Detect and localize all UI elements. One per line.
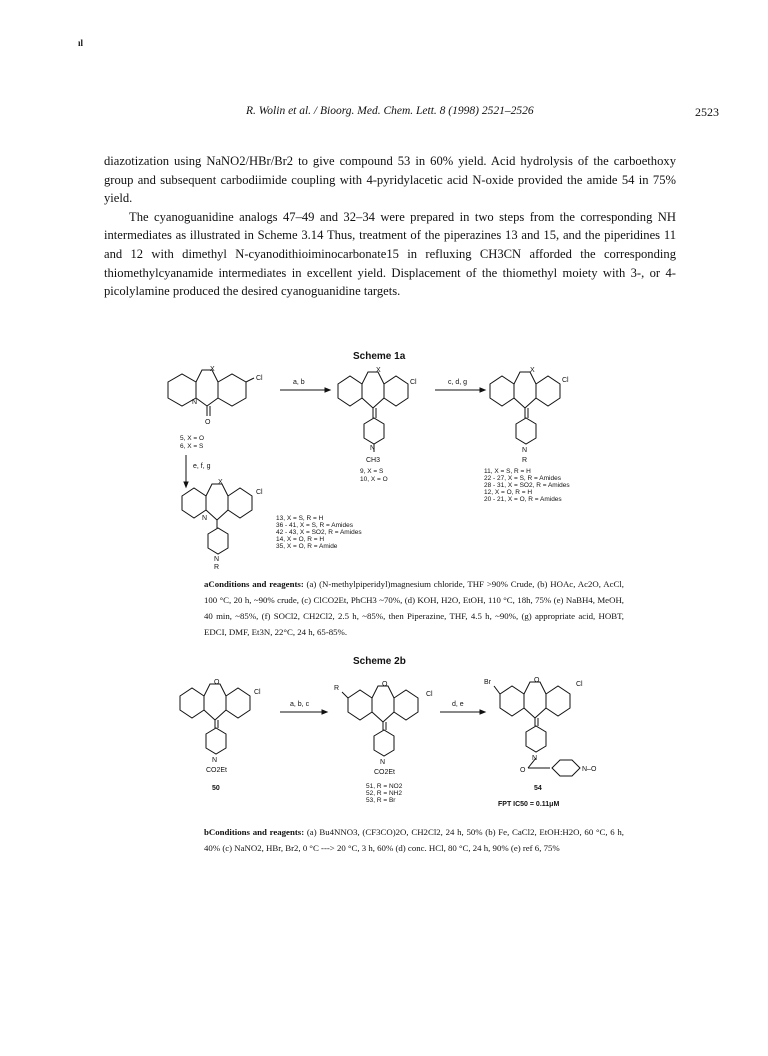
compound-13-structure [182, 484, 252, 554]
cmpd-50-label: 50 [212, 785, 220, 792]
svg-text:R: R [334, 685, 340, 692]
cmpd-51-label: 51, R = NO2 [366, 783, 403, 790]
compound-11-structure [490, 372, 560, 444]
svg-text:R: R [214, 564, 220, 570]
svg-text:X: X [376, 367, 381, 374]
svg-text:X: X [218, 479, 223, 486]
svg-text:N: N [522, 447, 528, 454]
svg-text:O: O [520, 767, 526, 774]
svg-text:Cl: Cl [254, 689, 261, 696]
scheme-2-arrow-2-label: d, e [452, 701, 464, 708]
cmpd-20-21-label: 20 - 21, X = O, R = Amides [484, 496, 562, 503]
cmpd-9-label: 9, X = S [360, 468, 384, 475]
cmpd-36-41-label: 36 - 41, X = S, R = Amides [276, 522, 353, 529]
scheme-2-diagram [150, 668, 620, 808]
svg-text:X: X [210, 366, 215, 373]
cmpd-11-label: 11, X = S, R = H [484, 468, 531, 475]
cmpd-5-label: 5, X = O [180, 435, 205, 442]
svg-text:N: N [212, 757, 218, 764]
scheme-1-footnote-text: (a) (N-methylpiperidyl)magnesium chloride, THF >90% Crude, (b) HOAc, Ac2O, AcCl, 100 °C, 20 h, ~90% crude, (c) ClCO2Et, PhCH3 ~70%, (d) KOH, H2O, EtOH, 110 °C, 18h, 75% (e) NaBH4, MeOH, 40 min, ~85%, (f) SOCl2, CH2Cl2, 2.5 h, ~85%, then Piperazine, THF, 4.5 h, ~90%, (g) appropriate acid, HOBT, EDCI, DMF, Et3N, 22°C, 24 h, 65-85%. [204, 579, 624, 637]
scheme-2-title: Scheme 2b [353, 656, 406, 667]
svg-text:N: N [370, 445, 376, 452]
svg-text:O: O [205, 419, 211, 426]
cmpd-35-label: 35, X = O, R = Amide [276, 543, 338, 550]
compound-50-structure [180, 684, 250, 754]
svg-text:Cl: Cl [256, 375, 263, 382]
cmpd-52-label: 52, R = NH2 [366, 790, 402, 797]
cmpd-28-31-label: 28 - 31, X = SO2, R = Amides [484, 482, 570, 489]
svg-text:X: X [530, 367, 535, 374]
paragraph-2: The cyanoguanidine analogs 47–49 and 32–34 were prepared in two steps from the corresponding NH intermediates as illustrated in Scheme 3.14 Thus, treatment of the piperazines 13 and 15, and the piperidines 11 and 12 with dimethyl N-cyanodithioiminocarbonate15 in refluxing CH3CN afforded the corresponding thiomethylcyanamide intermediates in excellent yield. Displacement of the thiomethyl moiety with 3-, or 4-picolylamine produced the desired cyanoguanidine targets. [104, 209, 676, 299]
svg-text:R: R [522, 457, 528, 464]
svg-text:O: O [534, 677, 540, 684]
svg-text:N: N [380, 759, 386, 766]
svg-text:N: N [202, 515, 208, 522]
scheme-1-footnote [204, 576, 624, 640]
scheme-2-footnote [204, 824, 624, 856]
cmpd-54-label: 54 [534, 785, 542, 792]
svg-text:O: O [214, 679, 220, 686]
cmpd-10-label: 10, X = O [360, 476, 388, 483]
scheme-1-arrow-3-label: e, f, g [193, 463, 211, 470]
svg-text:Cl: Cl [576, 681, 583, 688]
scheme-2-footnote-text: (a) Bu4NNO3, (CF3CO)2O, CH2Cl2, 24 h, 50% (b) Fe, CaCl2, EtOH:H2O, 60 °C, 6 h, 40% (c) NaNO2, HBr, Br2, 0 °C ---> 20 °C, 3 h, 60% (d) conc. HCl, 80 °C, 24 h, 90% (e) ref 6, 75% [204, 827, 624, 853]
svg-text:Cl: Cl [410, 379, 417, 386]
scheme-2-footnote-head: bConditions and reagents: [204, 827, 305, 837]
running-header: R. Wolin et al. / Bioorg. Med. Chem. Lett. 8 (1998) 2521–2526 [246, 105, 534, 117]
svg-text:O: O [382, 681, 388, 688]
svg-text:N: N [192, 399, 198, 406]
compound-9-10-structure [338, 372, 408, 452]
cmpd-22-27-label: 22 - 27, X = S, R = Amides [484, 475, 561, 482]
svg-text:Cl: Cl [426, 691, 433, 698]
scheme-1-arrow-1-label: a, b [293, 379, 305, 386]
compound-5-6-structure [168, 370, 254, 416]
scheme-1-diagram [150, 360, 620, 570]
svg-text:N: N [214, 556, 220, 563]
svg-text:CO2Et: CO2Et [374, 769, 396, 776]
scheme-1-arrow-2-label: c, d, g [448, 379, 468, 386]
svg-text:Cl: Cl [562, 377, 569, 384]
margin-mark: ıl [78, 38, 84, 48]
svg-text:Br: Br [484, 679, 491, 686]
cmpd-12-label: 12, X = O, R = H [484, 489, 533, 496]
page-number: 2523 [695, 105, 719, 119]
scheme-1-title: Scheme 1a [353, 351, 406, 362]
compound-51-53-structure [342, 686, 418, 756]
svg-text:CO2Et: CO2Et [206, 767, 228, 774]
svg-text:N: N [532, 755, 538, 762]
scheme-2-arrow-1-label: a, b, c [290, 701, 310, 708]
cmpd-14-label: 14, X = O, R = H [276, 536, 325, 543]
cmpd-42-43-label: 42 - 43, X = SO2, R = Amides [276, 529, 362, 536]
svg-text:Cl: Cl [256, 489, 263, 496]
svg-text:CH3: CH3 [366, 457, 381, 464]
svg-text:N–O: N–O [582, 766, 597, 773]
fpt-ic50-label: FPT IC50 = 0.11μM [498, 801, 560, 808]
paragraph-1: diazotization using NaNO2/HBr/Br2 to give compound 53 in 60% yield. Acid hydrolysis of the carboethoxy group and subsequent carbodiimide coupling with 4-pyridylacetic acid N-oxide provided the amide 54 in 75% yield. [104, 154, 676, 206]
body-text [104, 152, 676, 301]
scheme-1-footnote-head: aConditions and reagents: [204, 579, 304, 589]
cmpd-6-label: 6, X = S [180, 443, 204, 450]
cmpd-53-label: 53, R = Br [366, 797, 396, 804]
cmpd-13-label: 13, X = S, R = H [276, 515, 324, 522]
